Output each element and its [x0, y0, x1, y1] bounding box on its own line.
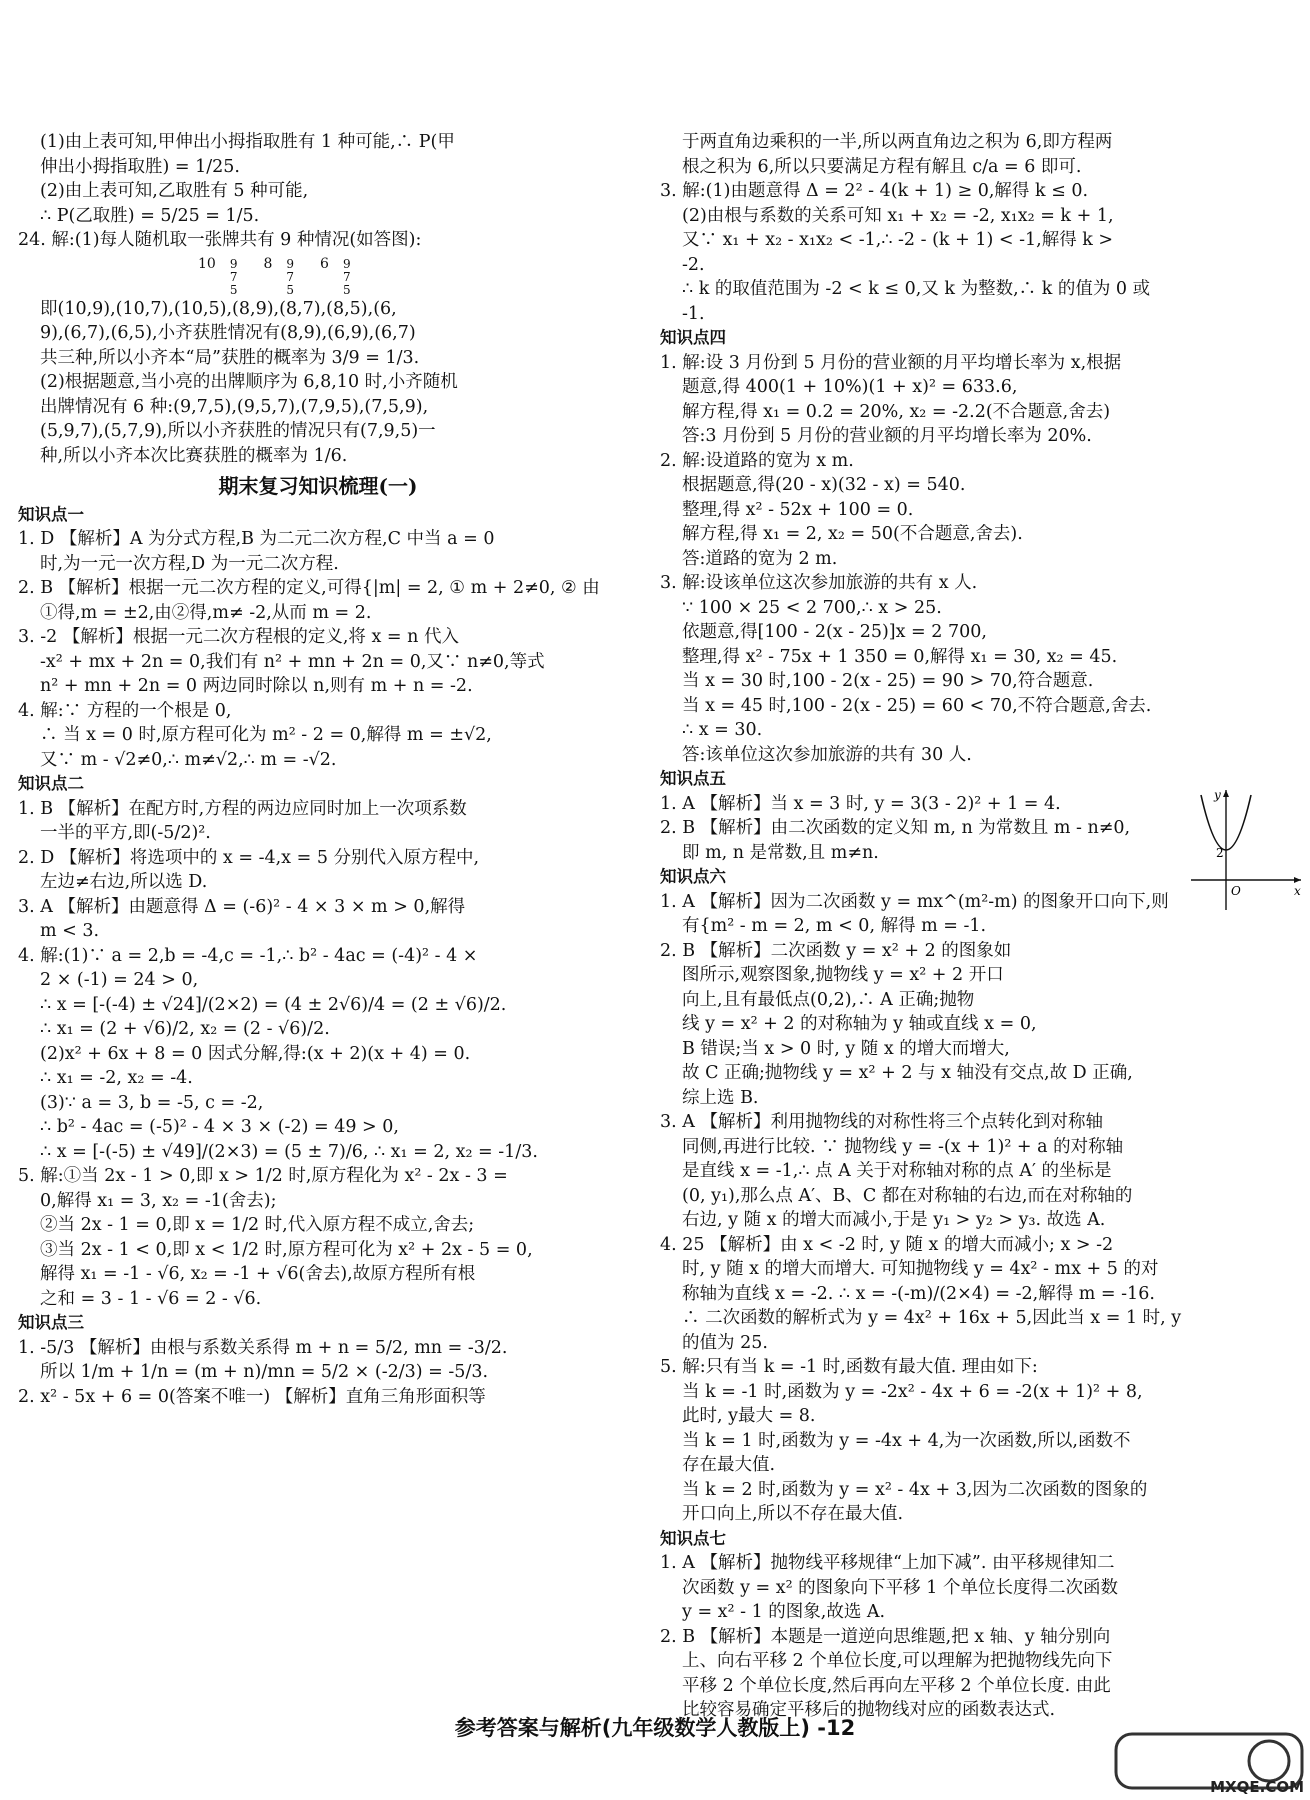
text-line: (0, y₁),那么点 A′、B、C 都在对称轴的右边,而在对称轴的 — [682, 1185, 1133, 1206]
text-line: 所以 1/m + 1/n = (m + n)/mn = 5/2 × (-2/3) = -5/3. — [40, 1362, 489, 1382]
text-line: ∴ x = [-(-4) ± √24]/(2×2) = (4 ± 2√6)/4 = (2 ± √6)/2. — [40, 994, 507, 1015]
text-line: 有{m² - m = 2, m < 0, 解得 m = -1. — [682, 916, 987, 936]
right-column — [660, 130, 1285, 1723]
parabola-graph — [1186, 785, 1306, 915]
tree-leaf: 9 — [229, 257, 238, 271]
text-line: 向上,且有最低点(0,2),∴ A 正确;抛物 — [682, 989, 975, 1010]
text-line: 称轴为直线 x = -2. ∴ x = -(-m)/(2×4) = -2,解得 m = -16. — [682, 1283, 1155, 1304]
text-line: 次函数 y = x² 的图象向下平移 1 个单位长度得二次函数 — [682, 1577, 1118, 1598]
text-line: 当 x = 30 时,100 - 2(x - 25) = 90 > 70,符合题意. — [682, 671, 1094, 691]
text-line: 线 y = x² + 2 的对称轴为 y 轴或直线 x = 0, — [682, 1014, 1037, 1034]
text-line: 右边, y 随 x 的增大而减小,于是 y₁ > y₂ > y₃. 故选 A. — [682, 1210, 1106, 1230]
text-line: 共三种,所以小齐本“局”获胜的概率为 3/9 = 1/3. — [40, 347, 420, 368]
text-line: B 错误;当 x > 0 时, y 随 x 的增大而增大, — [682, 1038, 1010, 1059]
text-line: 24. 解:(1)每人随机取一张牌共有 9 种情况(如答图): — [18, 230, 422, 250]
page-footer: 参考答案与解析(九年级数学人教版上) -12 — [454, 1716, 856, 1740]
text-line: 1. -5/3 【解析】由根与系数关系得 m + n = 5/2, mn = -3/2. — [18, 1337, 508, 1358]
tree-leaf: 7 — [229, 270, 238, 284]
section-heading: 知识点七 — [660, 1528, 726, 1548]
text-line: 又∵ m - √2≠0,∴ m≠√2,∴ m = -√2. — [40, 749, 337, 770]
text-line: 的值为 25. — [682, 1332, 768, 1353]
tree-leaf: 5 — [286, 283, 295, 297]
page-section-title: 期末复习知识梳理(一) — [218, 474, 418, 498]
text-line: 整理,得 x² - 75x + 1 350 = 0,解得 x₁ = 30, x₂ = 45. — [682, 646, 1118, 667]
text-line: ∴ x = 30. — [682, 720, 763, 740]
text-line: 上、向右平移 2 个单位长度,可以理解为把抛物线先向下 — [682, 1651, 1113, 1671]
text-line: ∴ b² - 4ac = (-5)² - 4 × 3 × (-2) = 49 > 0, — [40, 1117, 399, 1137]
text-line: 4. 解:∵ 方程的一个根是 0, — [18, 700, 232, 721]
text-line: 3. A 【解析】利用抛物线的对称性将三个点转化到对称轴 — [660, 1112, 1103, 1132]
text-line: 2. 解:设道路的宽为 x m. — [660, 450, 854, 471]
text-line: ∴ k 的取值范围为 -2 < k ≤ 0,又 k 为整数,∴ k 的值为 0 或 — [682, 279, 1151, 299]
text-line: -x² + mx + 2n = 0,我们有 n² + mn + 2n = 0,又∵ n≠0,等式 — [40, 651, 545, 672]
probability-tree — [18, 253, 618, 297]
text-line: ∴ x = [-(-5) ± √49]/(2×3) = (5 ± 7)/6, ∴ x₁ = 2, x₂ = -1/3. — [40, 1141, 538, 1162]
text-line: 2 × (-1) = 24 > 0, — [40, 970, 199, 990]
section-heading: 知识点六 — [660, 867, 726, 886]
text-line: 于两直角边乘积的一半,所以两直角边之积为 6,即方程两 — [682, 132, 1113, 152]
text-line: ∴ x₁ = -2, x₂ = -4. — [40, 1068, 193, 1088]
text-line: ∴ 当 x = 0 时,原方程可化为 m² - 2 = 0,解得 m = ±√2, — [40, 725, 492, 745]
text-line: 0,解得 x₁ = 3, x₂ = -1(舍去); — [40, 1190, 277, 1211]
text-line: 即 m, n 是常数,且 m≠n. — [682, 842, 879, 863]
text-line: 1. D 【解析】A 为分式方程,B 为二元二次方程,C 中当 a = 0 — [18, 529, 495, 549]
text-line: 1. B 【解析】在配方时,方程的两边应同时加上一次项系数 — [18, 798, 467, 819]
text-line: 之和 = 3 - 1 - √6 = 2 - √6. — [40, 1288, 262, 1309]
text-line: 又∵ x₁ + x₂ - x₁x₂ < -1,∴ -2 - (k + 1) < -1,解得 k > — [682, 230, 1114, 250]
text-line: 平移 2 个单位长度,然后再向左平移 2 个单位长度. 由此 — [682, 1675, 1111, 1696]
text-line: 3. 解:设该单位这次参加旅游的共有 x 人. — [660, 573, 978, 593]
text-line: 左边≠右边,所以选 D. — [40, 872, 208, 892]
text-line: 1. 解:设 3 月份到 5 月份的营业额的月平均增长率为 x,根据 — [660, 352, 1122, 373]
tree-root: 8 — [263, 256, 273, 272]
text-line: 2. x² - 5x + 6 = 0(答案不唯一) 【解析】直角三角形面积等 — [18, 1386, 486, 1407]
text-line: 故 C 正确;抛物线 y = x² + 2 与 x 轴没有交点,故 D 正确, — [682, 1063, 1133, 1083]
text-line: 答:该单位这次参加旅游的共有 30 人. — [682, 744, 972, 765]
text-line: ③当 2x - 1 < 0,即 x < 1/2 时,原方程可化为 x² + 2x - 5 = 0, — [40, 1239, 533, 1260]
tree-branch — [263, 252, 294, 297]
text-line: 2. B 【解析】根据一元二次方程的定义,可得{|m| = 2, ① m + 2≠0, ② 由 — [18, 578, 600, 598]
x-axis-label: x — [1294, 884, 1301, 898]
tree-leaf: 5 — [342, 283, 351, 297]
text-line: 答:道路的宽为 2 m. — [682, 548, 838, 569]
text-line: m < 3. — [40, 921, 100, 941]
origin-label: O — [1231, 884, 1241, 898]
text-line: 4. 解:(1)∵ a = 2,b = -4,c = -1,∴ b² - 4ac = (-4)² - 4 × — [18, 945, 478, 966]
text-line: 2. B 【解析】由二次函数的定义知 m, n 为常数且 m - n≠0, — [660, 818, 1131, 838]
tree-branch — [320, 252, 351, 297]
section-heading: 知识点三 — [18, 1313, 84, 1332]
tree-leaf: 5 — [229, 283, 238, 297]
text-line: 1. A 【解析】当 x = 3 时, y = 3(3 - 2)² + 1 = 4. — [660, 793, 1061, 814]
text-line: 1. A 【解析】抛物线平移规律“上加下减”. 由平移规律知二 — [660, 1553, 1115, 1573]
text-line: 比较容易确定平移后的抛物线对应的函数表达式. — [682, 1700, 1056, 1720]
text-line: n² + mn + 2n = 0 两边同时除以 n,则有 m + n = -2. — [40, 676, 473, 696]
text-line: 解得 x₁ = -1 - √6, x₂ = -1 + √6(舍去),故原方程所有根 — [40, 1264, 476, 1284]
text-line: 一半的平方,即(-5/2)². — [40, 823, 211, 843]
text-line: ∴ x₁ = (2 + √6)/2, x₂ = (2 - √6)/2. — [40, 1019, 330, 1039]
text-line: ①得,m = ±2,由②得,m≠ -2,从而 m = 2. — [40, 602, 372, 623]
text-line: 解方程,得 x₁ = 2, x₂ = 50(不合题意,舍去). — [682, 524, 1023, 544]
text-line: (3)∵ a = 3, b = -5, c = -2, — [40, 1092, 264, 1113]
text-line: 2. B 【解析】本题是一道逆向思维题,把 x 轴、y 轴分别向 — [660, 1626, 1111, 1647]
text-line: (2)由根与系数的关系可知 x₁ + x₂ = -2, x₁x₂ = k + 1, — [682, 205, 1114, 226]
text-line: -1. — [682, 303, 705, 324]
text-line: (2)x² + 6x + 8 = 0 因式分解,得:(x + 2)(x + 4) = 0. — [40, 1043, 471, 1064]
tree-leaf: 7 — [342, 270, 351, 284]
text-line: 即(10,9),(10,7),(10,5),(8,9),(8,7),(8,5),(6, — [40, 298, 397, 319]
tree-root: 6 — [320, 256, 329, 272]
text-line: 依题意,得[100 - 2(x - 25)]x = 2 700, — [682, 622, 987, 642]
text-line: 是直线 x = -1,∴ 点 A 关于对称轴对称的点 A′ 的坐标是 — [682, 1161, 1112, 1181]
text-line: (2)由上表可知,乙取胜有 5 种可能, — [40, 181, 309, 201]
section-heading: 知识点四 — [660, 328, 726, 347]
section-heading: 知识点五 — [660, 769, 726, 788]
text-line: 同侧,再进行比较. ∵ 抛物线 y = -(x + 1)² + a 的对称轴 — [682, 1136, 1124, 1157]
section-heading: 知识点二 — [18, 774, 84, 793]
text-line: ∴ P(乙取胜) = 5/25 = 1/5. — [40, 205, 260, 226]
left-column — [18, 130, 618, 1409]
text-line: 时, y 随 x 的增大而增大. 可知抛物线 y = 4x² - mx + 5 的对 — [682, 1259, 1159, 1279]
text-line: 根之积为 6,所以只要满足方程有解且 c/a = 6 即可. — [682, 156, 1082, 177]
text-line: 2. B 【解析】二次函数 y = x² + 2 的图象如 — [660, 940, 1012, 961]
text-line: (2)根据题意,当小亮的出牌顺序为 6,8,10 时,小齐随机 — [40, 372, 458, 392]
text-line: 3. 解:(1)由题意得 Δ = 2² - 4(k + 1) ≥ 0,解得 k ≤ 0. — [660, 181, 1089, 201]
section-heading: 知识点一 — [18, 504, 84, 524]
text-line: 出牌情况有 6 种:(9,7,5),(9,5,7),(7,9,5),(7,5,9), — [40, 396, 429, 417]
text-line: (1)由上表可知,甲伸出小拇指取胜有 1 种可能,∴ P(甲 — [40, 132, 455, 152]
text-line: 1. A 【解析】因为二次函数 y = mx^(m²-m) 的图象开口向下,则 — [660, 891, 1169, 912]
text-line: 当 k = -1 时,函数为 y = -2x² - 4x + 6 = -2(x + 1)² + 8, — [682, 1381, 1143, 1402]
text-line: 3. A 【解析】由题意得 Δ = (-6)² - 4 × 3 × m > 0,解得 — [18, 896, 466, 917]
text-line: 整理,得 x² - 52x + 100 = 0. — [682, 499, 914, 520]
text-line: ∴ 二次函数的解析式为 y = 4x² + 16x + 5,因此当 x = 1 时, y — [682, 1308, 1182, 1328]
text-line: 当 x = 45 时,100 - 2(x - 25) = 60 < 70,不符合题意,舍去. — [682, 695, 1152, 716]
tree-root: 10 — [198, 256, 216, 272]
text-line: 根据题意,得(20 - x)(32 - x) = 540. — [682, 475, 966, 495]
text-line: 图所示,观察图象,抛物线 y = x² + 2 开口 — [682, 965, 1004, 985]
text-line: ②当 2x - 1 = 0,即 x = 1/2 时,代入原方程不成立,舍去; — [40, 1215, 475, 1235]
text-line: 此时, y最大 = 8. — [682, 1406, 816, 1426]
tree-leaf: 9 — [342, 257, 351, 271]
tree-leaf: 9 — [286, 257, 295, 271]
tree-branch — [198, 252, 237, 297]
y-axis-label: y — [1214, 788, 1221, 802]
watermark-text: MXQE.COM — [1210, 1778, 1304, 1796]
text-line: ∵ 100 × 25 < 2 700,∴ x > 25. — [682, 597, 942, 618]
text-line: 3. -2 【解析】根据一元二次方程根的定义,将 x = n 代入 — [18, 627, 459, 647]
text-line: 答:3 月份到 5 月份的营业额的月平均增长率为 20%. — [682, 426, 1092, 446]
text-line: 综上选 B. — [682, 1087, 759, 1108]
text-line: 解方程,得 x₁ = 0.2 = 20%, x₂ = -2.2(不合题意,舍去) — [682, 401, 1111, 422]
text-line: 种,所以小齐本次比赛获胜的概率为 1/6. — [40, 445, 348, 466]
text-line: 5. 解:只有当 k = -1 时,函数有最大值. 理由如下: — [660, 1357, 1038, 1377]
text-line: 当 k = 1 时,函数为 y = -4x + 4,为一次函数,所以,函数不 — [682, 1430, 1131, 1451]
text-line: 5. 解:①当 2x - 1 > 0,即 x > 1/2 时,原方程化为 x² - 2x - 3 = — [18, 1166, 508, 1186]
text-line: (5,9,7),(5,7,9),所以小齐获胜的情况只有(7,9,5)一 — [40, 421, 436, 441]
text-line: 2. D 【解析】将选项中的 x = -4,x = 5 分别代入原方程中, — [18, 847, 480, 868]
text-line: 伸出小拇指取胜) = 1/25. — [40, 156, 240, 177]
vertex-label: 2 — [1216, 846, 1224, 860]
text-line: 开口向上,所以不存在最大值. — [682, 1504, 904, 1524]
text-line: 存在最大值. — [682, 1455, 776, 1475]
text-line: 题意,得 400(1 + 10%)(1 + x)² = 633.6, — [682, 377, 1018, 397]
text-line: 9),(6,7),(6,5),小齐获胜情况有(8,9),(6,9),(6,7) — [40, 323, 416, 343]
text-line: y = x² - 1 的图象,故选 A. — [682, 1602, 886, 1622]
text-line: 4. 25 【解析】由 x < -2 时, y 随 x 的增大而减小; x > -2 — [660, 1234, 1114, 1255]
text-line: 时,为一元一次方程,D 为一元二次方程. — [40, 553, 339, 574]
text-line: -2. — [682, 254, 705, 275]
tree-leaf: 7 — [286, 270, 295, 284]
text-line: 当 k = 2 时,函数为 y = x² - 4x + 3,因为二次函数的图象的 — [682, 1479, 1148, 1500]
